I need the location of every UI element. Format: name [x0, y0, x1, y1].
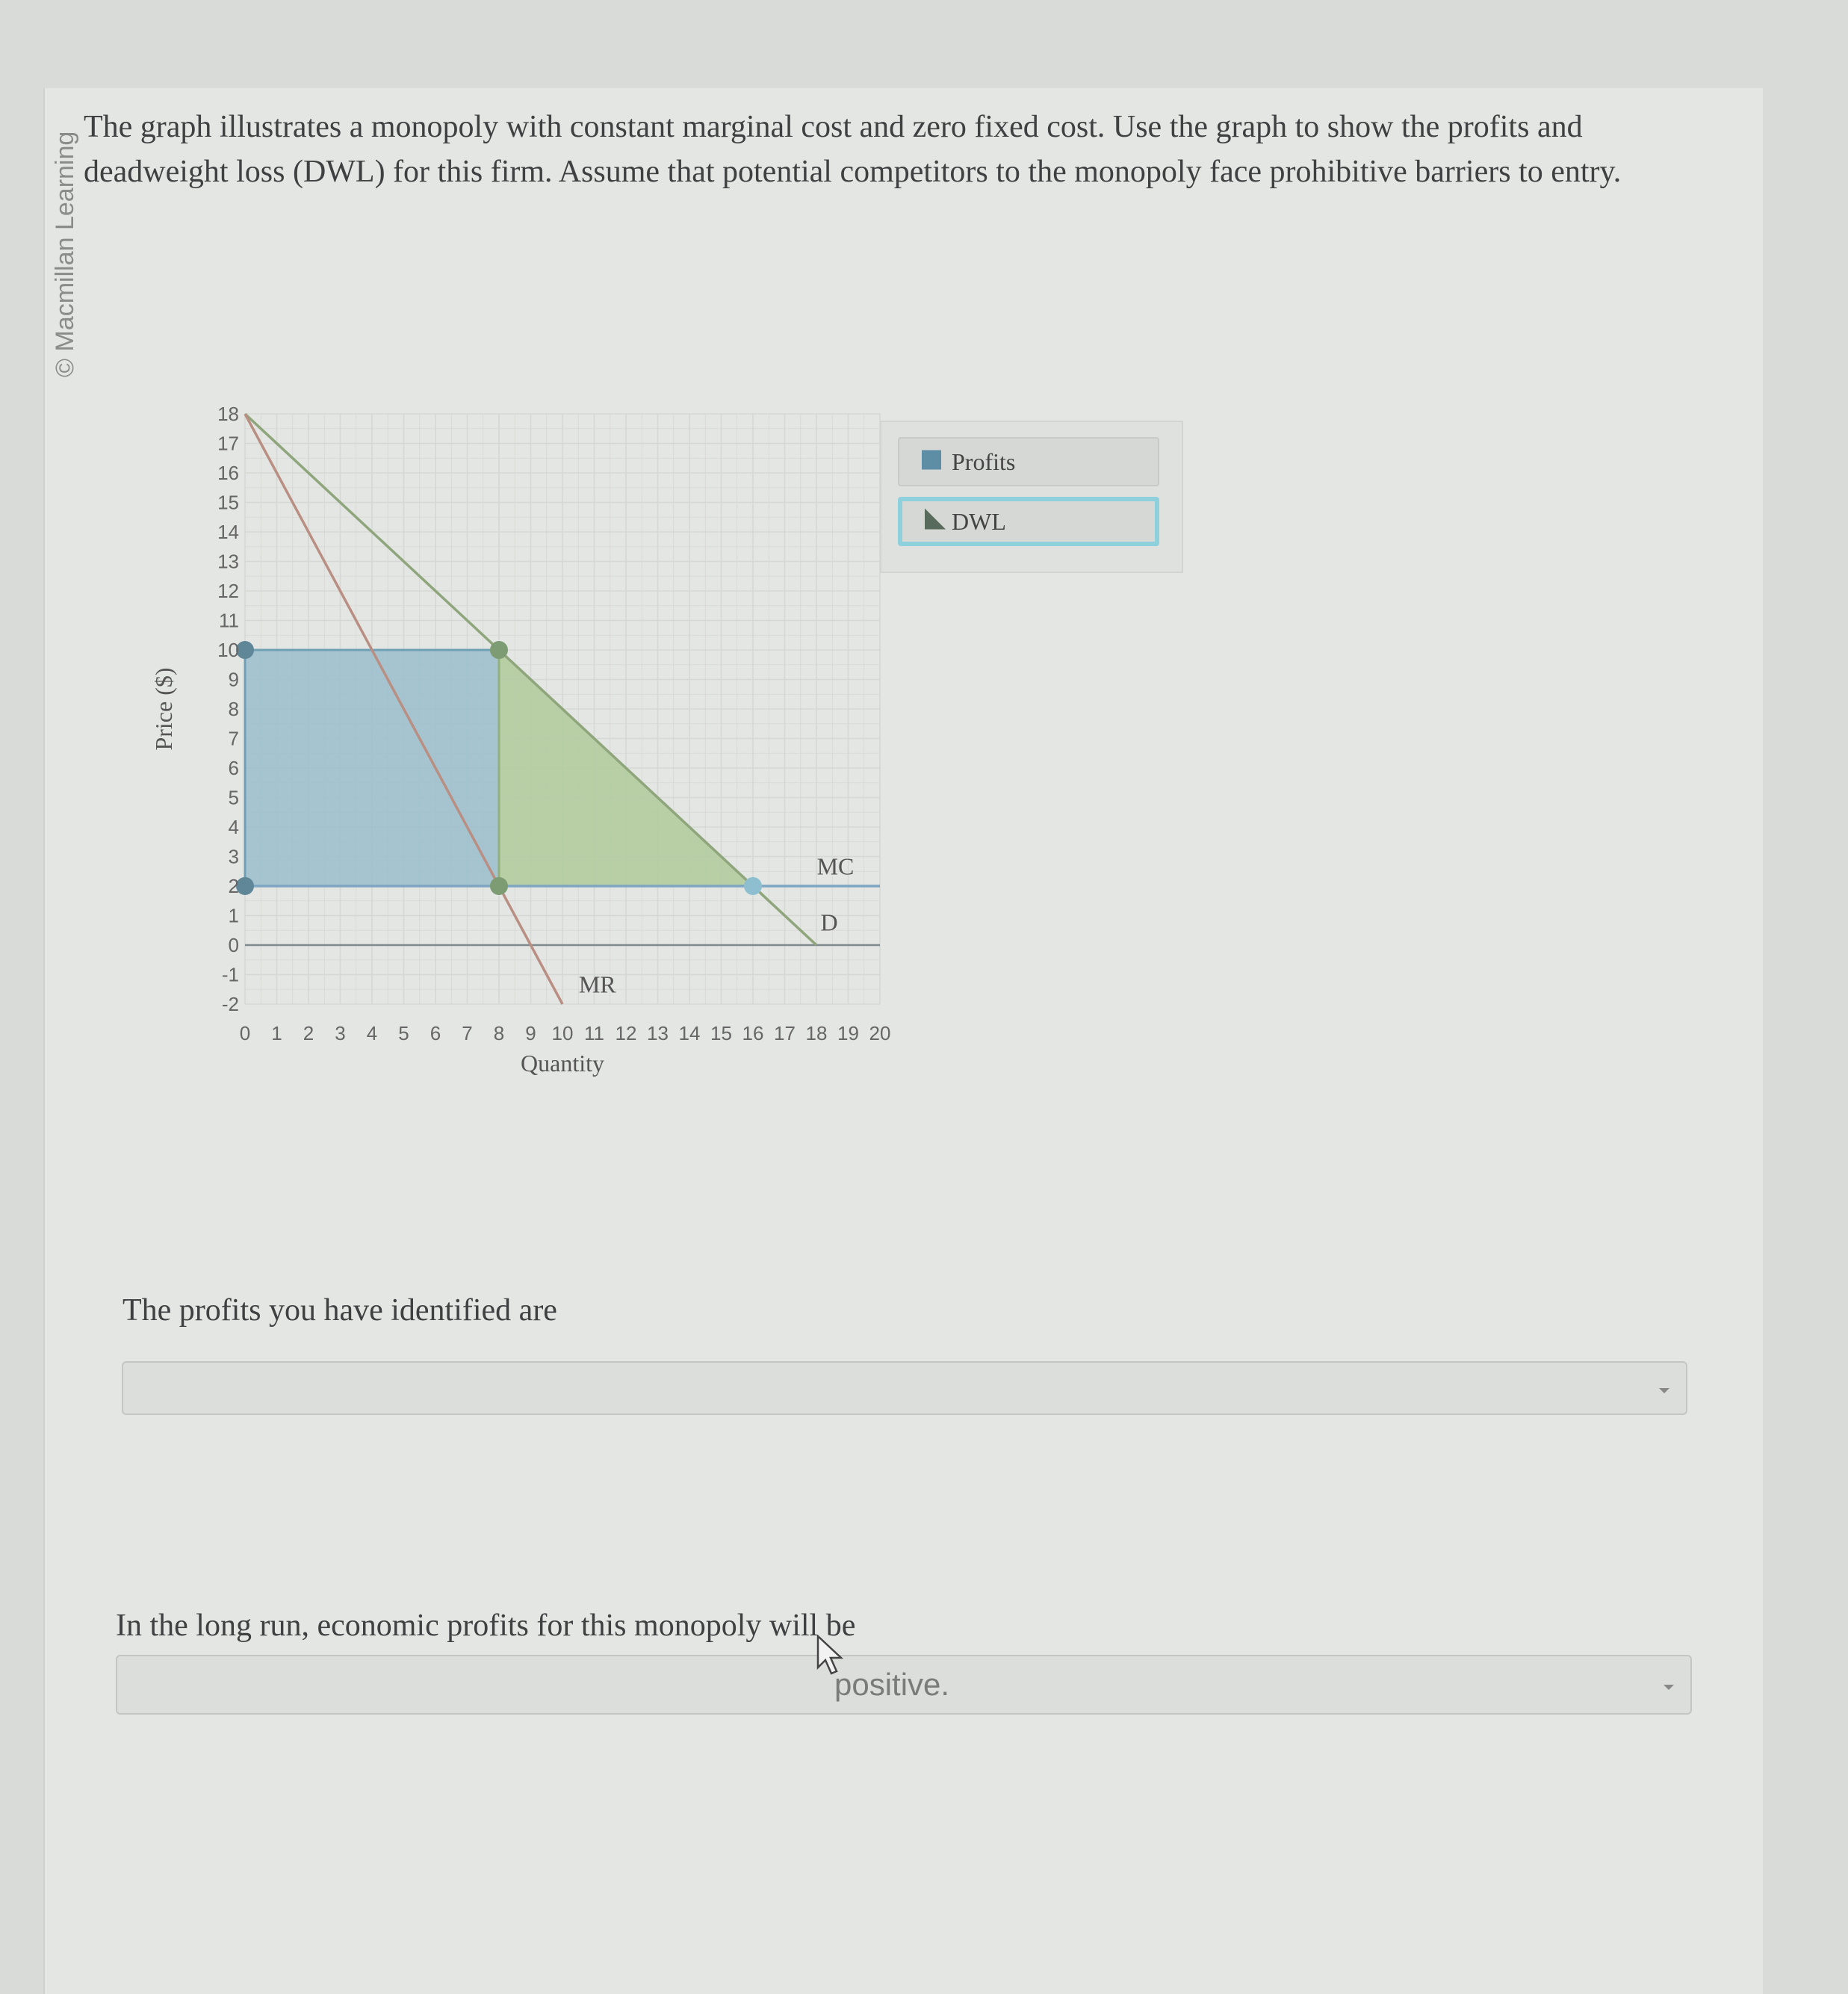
x-tick-label: 18: [805, 1022, 828, 1044]
dwl-tool-label: DWL: [952, 507, 1006, 535]
publisher-credit: © Macmillan Learning: [51, 131, 79, 377]
profits-area: [245, 650, 499, 886]
d-curve-label: D: [820, 908, 838, 936]
y-tick-label: 2: [228, 875, 239, 897]
x-axis-label: Quantity: [521, 1050, 604, 1077]
mc-curve-label: MC: [816, 852, 855, 880]
y-tick-label: 16: [217, 462, 239, 484]
x-tick-label: 6: [430, 1022, 441, 1044]
x-tick-label: 8: [493, 1022, 505, 1044]
y-tick-label: -2: [221, 993, 239, 1015]
x-tick-label: 5: [398, 1022, 409, 1044]
profits-dropdown-value: [123, 1363, 1641, 1414]
profits-question-label: The profits you have identified are: [123, 1293, 557, 1328]
point-marker: [490, 641, 508, 659]
x-tick-label: 3: [335, 1022, 346, 1044]
x-tick-label: 12: [615, 1022, 637, 1044]
y-tick-label: 4: [228, 816, 239, 838]
triangle-icon: [925, 508, 946, 536]
mouse-cursor-icon: [816, 1635, 846, 1680]
x-tick-label: 15: [710, 1022, 732, 1044]
y-axis-label: Price ($): [150, 667, 177, 751]
graph-canvas[interactable]: [149, 388, 896, 1083]
x-tick-label: 4: [366, 1022, 378, 1044]
long-run-question-label: In the long run, economic profits for this monopoly will be: [116, 1608, 856, 1643]
y-tick-label: 3: [228, 845, 239, 868]
y-tick-label: 13: [217, 550, 239, 573]
x-tick-label: 10: [551, 1022, 574, 1044]
mr-curve-label: MR: [578, 970, 616, 998]
x-tick-label: 20: [869, 1022, 891, 1044]
x-tick-label: 16: [742, 1022, 764, 1044]
y-tick-label: 15: [217, 491, 239, 514]
long-run-dropdown-value: positive.: [834, 1667, 950, 1702]
x-tick-label: 9: [525, 1022, 536, 1044]
square-icon: [922, 448, 941, 476]
y-tick-label: -1: [221, 963, 239, 986]
y-tick-label: 1: [228, 904, 239, 927]
chevron-down-icon: [1659, 1388, 1669, 1393]
x-tick-label: 2: [303, 1022, 314, 1044]
y-tick-label: 10: [217, 639, 239, 661]
profits-tool-button[interactable]: [898, 437, 1159, 486]
y-tick-label: 9: [228, 668, 239, 691]
x-tick-label: 0: [239, 1022, 251, 1044]
y-tick-label: 6: [228, 757, 239, 779]
y-tick-label: 8: [228, 698, 239, 720]
x-tick-label: 14: [678, 1022, 701, 1044]
y-tick-label: 12: [217, 580, 239, 602]
y-tick-label: 5: [228, 786, 239, 809]
point-marker: [744, 877, 762, 895]
monopoly-graph[interactable]: [149, 388, 896, 1087]
y-tick-label: 7: [228, 727, 239, 750]
point-marker: [490, 877, 508, 895]
profits-dropdown[interactable]: [122, 1361, 1687, 1415]
dwl-tool-button[interactable]: [898, 497, 1159, 546]
x-tick-label: 19: [837, 1022, 859, 1044]
y-tick-label: 11: [219, 609, 239, 632]
x-tick-label: 1: [271, 1022, 282, 1044]
question-prompt: The graph illustrates a monopoly with constant marginal cost and zero fixed cost. Use the graph to show the profits and deadweight loss (DWL) for this firm. Assume that potential competitors to the monopoly face prohibitive barriers to entry.: [84, 110, 1622, 189]
y-tick-label: 17: [217, 432, 239, 455]
tool-palette: [880, 421, 1183, 573]
y-tick-label: 14: [217, 521, 239, 543]
y-tick-label: 18: [217, 403, 239, 425]
chevron-down-icon: [1663, 1685, 1674, 1690]
x-tick-label: 13: [647, 1022, 669, 1044]
x-tick-label: 11: [584, 1022, 604, 1044]
long-run-dropdown[interactable]: [116, 1655, 1692, 1715]
profits-tool-label: Profits: [952, 448, 1016, 475]
y-tick-label: 0: [228, 934, 239, 956]
x-tick-label: 7: [462, 1022, 473, 1044]
x-tick-label: 17: [774, 1022, 796, 1044]
